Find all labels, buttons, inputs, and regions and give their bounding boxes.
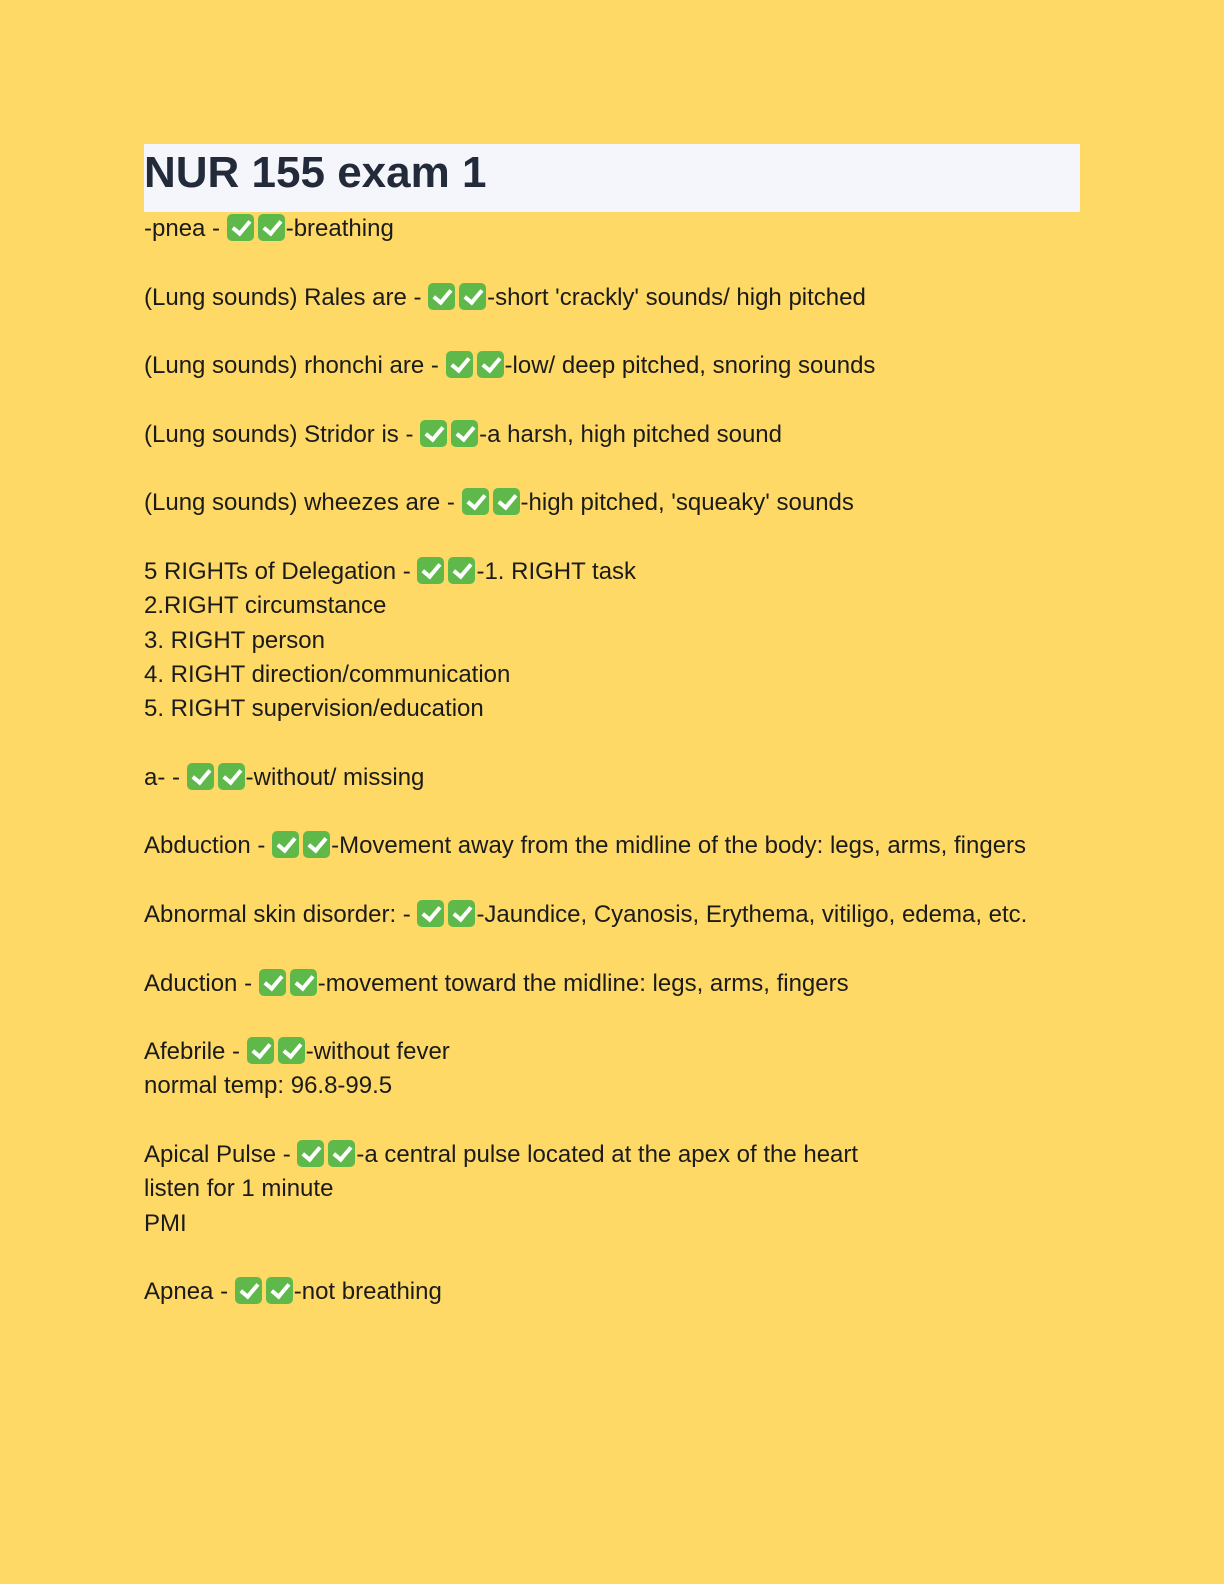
entry-term: Abduction - <box>144 832 266 860</box>
flashcard-entry <box>144 967 1080 1001</box>
entry-term: (Lung sounds) rhonchi are - <box>144 352 439 380</box>
entry-first-line <box>144 967 1080 1001</box>
check-mark-icon <box>328 1140 355 1167</box>
entry-first-line <box>144 761 1080 795</box>
entry-definition-line: 3. RIGHT person <box>144 626 325 654</box>
check-mark-icon <box>448 900 475 927</box>
check-mark-icon <box>417 557 444 584</box>
entry-first-line <box>144 555 1080 589</box>
entry-term: -pnea - <box>144 215 221 242</box>
check-mark-icon <box>247 1037 274 1064</box>
entry-definition: -a central pulse located at the apex of the heart <box>356 1141 859 1169</box>
check-mark-icon <box>446 351 473 378</box>
flashcard-entry <box>144 349 1080 383</box>
entry-definition-line: 4. RIGHT direction/communication <box>144 660 511 688</box>
entry-term: Abnormal skin disorder: - <box>144 900 411 928</box>
check-mark-icon <box>493 488 520 515</box>
entry-term: a- - <box>144 763 180 791</box>
entry-first-line <box>144 1138 1080 1172</box>
check-mark-icon <box>290 969 317 996</box>
entry-first-line <box>144 898 1080 932</box>
entry-definition: -a harsh, high pitched sound <box>479 420 782 448</box>
entry-definition: -breathing <box>285 215 394 242</box>
check-mark-icon <box>258 214 285 241</box>
check-mark-icon <box>462 488 489 515</box>
document-page <box>144 144 1080 1344</box>
check-mark-icon <box>420 420 447 447</box>
entry-first-line <box>144 829 1080 863</box>
entry-definition-line: listen for 1 minute <box>144 1175 334 1203</box>
entry-term: Apical Pulse - <box>144 1141 291 1169</box>
flashcard-entry <box>144 898 1080 932</box>
check-mark-icon <box>259 969 286 996</box>
flashcard-list <box>144 212 1080 1310</box>
entry-definition-line: 2.RIGHT circumstance <box>144 592 387 620</box>
entry-first-line <box>144 1035 1080 1069</box>
flashcard-entry <box>144 1275 1080 1309</box>
entry-term: (Lung sounds) Rales are - <box>144 283 422 311</box>
check-mark-icon <box>451 420 478 447</box>
entry-definition-line: 5. RIGHT supervision/education <box>144 695 484 723</box>
check-mark-icon <box>278 1037 305 1064</box>
entry-definition: -without fever <box>305 1038 450 1066</box>
flashcard-entry <box>144 212 1080 246</box>
entry-definition: -short 'crackly' sounds/ high pitched <box>487 283 866 311</box>
entry-term: (Lung sounds) wheezes are - <box>144 489 455 517</box>
entry-first-line <box>144 418 1080 452</box>
check-mark-icon <box>428 283 455 310</box>
entry-definition: -not breathing <box>293 1278 442 1306</box>
flashcard-entry <box>144 829 1080 863</box>
entry-term: Afebrile - <box>144 1038 241 1066</box>
check-mark-icon <box>187 763 214 790</box>
flashcard-entry <box>144 1138 1080 1241</box>
flashcard-entry <box>144 418 1080 452</box>
entry-definition: -Jaundice, Cyanosis, Erythema, vitiligo, edema, etc. <box>476 900 1028 928</box>
entry-definition: -Movement away from the midline of the body: legs, arms, fingers <box>331 832 1027 860</box>
entry-definition: -without/ missing <box>245 763 425 791</box>
check-mark-icon <box>448 557 475 584</box>
check-mark-icon <box>459 283 486 310</box>
flashcard-entry <box>144 761 1080 795</box>
check-mark-icon <box>303 831 330 858</box>
entry-definition: -movement toward the midline: legs, arms, fingers <box>317 969 849 997</box>
check-mark-icon <box>417 900 444 927</box>
entry-term: 5 RIGHTs of Delegation - <box>144 557 411 585</box>
entry-first-line <box>144 349 1080 383</box>
entry-definition-line: normal temp: 96.8-99.5 <box>144 1072 393 1100</box>
flashcard-entry <box>144 555 1080 726</box>
entry-term: (Lung sounds) Stridor is - <box>144 420 414 448</box>
flashcard-entry <box>144 486 1080 520</box>
entry-first-line <box>144 486 1080 520</box>
check-mark-icon <box>227 214 254 241</box>
check-mark-icon <box>477 351 504 378</box>
check-mark-icon <box>235 1277 262 1304</box>
check-mark-icon <box>297 1140 324 1167</box>
entry-term: Aduction - <box>144 969 253 997</box>
check-mark-icon <box>218 763 245 790</box>
entry-first-line <box>144 1275 1080 1309</box>
title-bar <box>144 144 1080 212</box>
entry-definition: -1. RIGHT task <box>476 557 637 585</box>
check-mark-icon <box>266 1277 293 1304</box>
entry-definition-line: PMI <box>144 1209 187 1237</box>
entry-definition: -high pitched, 'squeaky' sounds <box>520 489 854 517</box>
page-title: NUR 155 exam 1 <box>144 148 487 197</box>
flashcard-entry <box>144 1035 1080 1104</box>
check-mark-icon <box>272 831 299 858</box>
entry-definition: -low/ deep pitched, snoring sounds <box>504 352 876 380</box>
entry-first-line <box>144 281 1080 315</box>
flashcard-entry <box>144 281 1080 315</box>
entry-term: Apnea - <box>144 1278 229 1306</box>
entry-first-line <box>144 212 1080 246</box>
